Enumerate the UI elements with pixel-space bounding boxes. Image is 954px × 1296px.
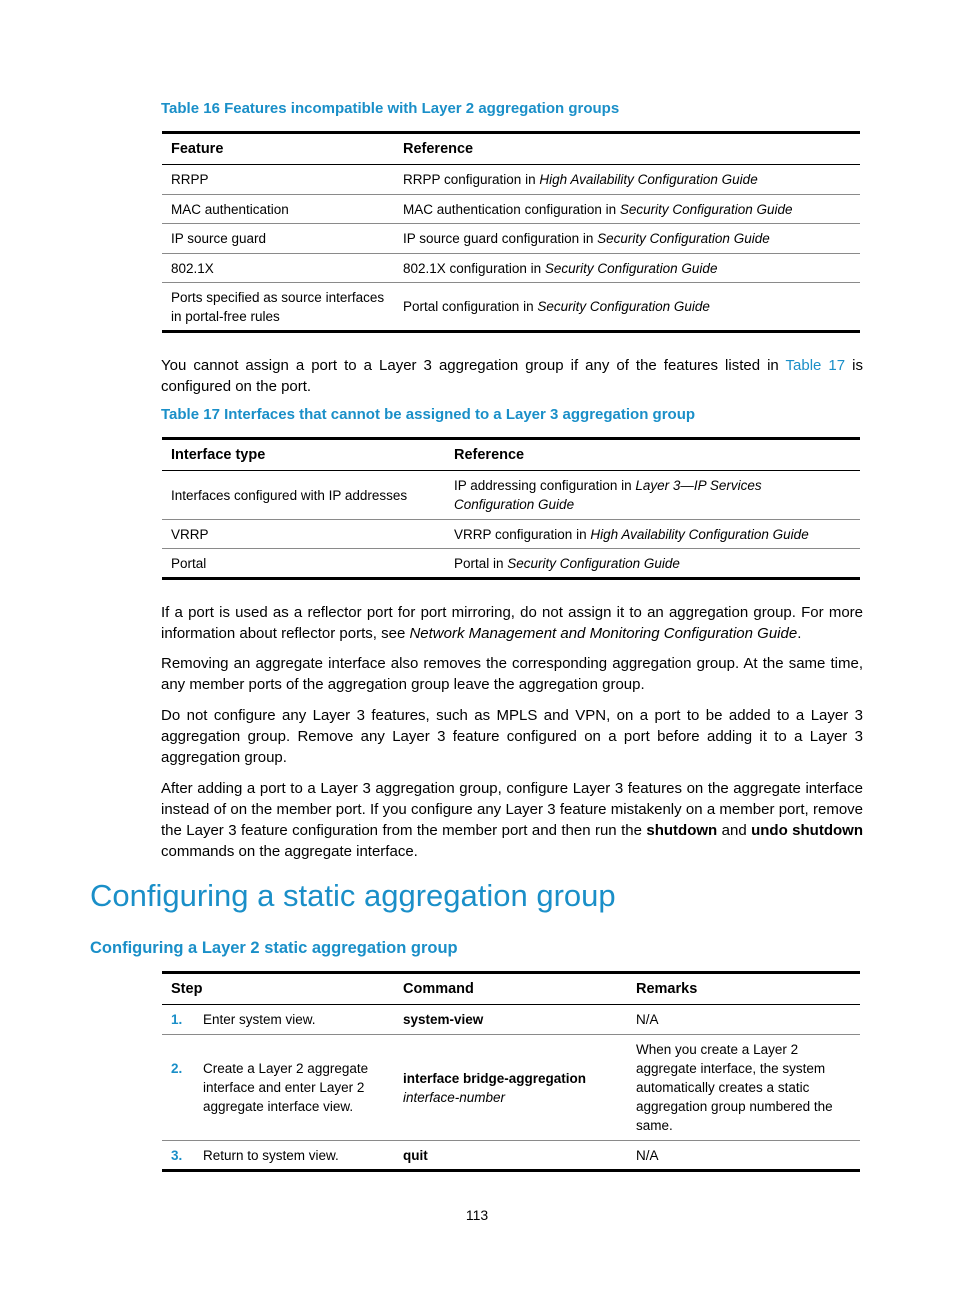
table-row <box>162 1035 860 1141</box>
reference-cell: Portal in Security Configuration Guide <box>445 549 860 579</box>
step-cell: 3. Return to system view. <box>162 1141 394 1171</box>
layer3-paragraph: You cannot assign a port to a Layer 3 aggregation group if any of the features listed in Table 17 is configured on the port. <box>161 357 863 395</box>
column-header: Remarks <box>627 973 860 1005</box>
table-row <box>162 520 860 549</box>
table-row <box>162 471 860 520</box>
table-row <box>162 195 860 224</box>
reference-cell: IP source guard configuration in Security Configuration Guide <box>394 224 860 254</box>
column-header: Step <box>162 973 394 1005</box>
table-row <box>162 1005 860 1035</box>
table-16 <box>162 131 860 333</box>
subsection-heading: Configuring a Layer 2 static aggregation group <box>90 939 458 957</box>
step-number: 1. <box>171 1012 183 1027</box>
table-row <box>162 224 860 254</box>
interface-type-cell: Interfaces configured with IP addresses <box>162 471 445 520</box>
reference-cell: Portal configuration in Security Configuration Guide <box>394 283 860 332</box>
steps-table <box>162 971 860 1172</box>
step-number: 2. <box>171 1061 183 1076</box>
table-row <box>162 254 860 283</box>
reflector-paragraph: If a port is used as a reflector port for port mirroring, do not assign it to an aggregation group. For more information about reflector ports, see Network Management and Monitoring Configuration Guide. <box>161 604 863 642</box>
table-17-link[interactable]: Table 17 <box>785 357 846 374</box>
step-cell: 2. Create a Layer 2 aggregate interface and enter Layer 2 aggregate interface view. <box>162 1035 394 1141</box>
feature-cell: IP source guard <box>162 224 394 254</box>
column-header: Command <box>394 973 627 1005</box>
reference-cell: MAC authentication configuration in Security Configuration Guide <box>394 195 860 224</box>
feature-cell: 802.1X <box>162 254 394 283</box>
table-row <box>162 549 860 579</box>
column-header: Interface type <box>162 439 445 471</box>
table-16-caption: Table 16 Features incompatible with Layer 2 aggregation groups <box>161 100 620 117</box>
interface-type-cell: VRRP <box>162 520 445 549</box>
column-header: Reference <box>445 439 860 471</box>
interface-type-cell: Portal <box>162 549 445 579</box>
column-header: Reference <box>394 133 860 165</box>
after-adding-paragraph: After adding a port to a Layer 3 aggregation group, configure Layer 3 features on the aggregate interface instead of on the member port. If you configure any Layer 3 feature mistakenly on a member port, remove the Layer 3 feature configuration from the member port and then run the shutdown and undo shutdown commands on the aggregate interface. <box>161 780 863 860</box>
remarks-cell: N/A <box>627 1005 860 1035</box>
section-heading: Configuring a static aggregation group <box>90 878 616 913</box>
removing-paragraph: Removing an aggregate interface also removes the corresponding aggregation group. At the same time, any member ports of the aggregation group leave the aggregation group. <box>161 655 863 693</box>
command-cell: quit <box>394 1141 627 1171</box>
table-row <box>162 165 860 195</box>
reference-cell: IP addressing configuration in Layer 3—IP Services Configuration Guide <box>445 471 860 520</box>
no-config-paragraph: Do not configure any Layer 3 features, such as MPLS and VPN, on a port to be added to a Layer 3 aggregation group. Remove any Layer 3 feature configured on a port before adding it to a Layer 3 aggregation group. <box>161 707 863 766</box>
table-row <box>162 1141 860 1171</box>
feature-cell: MAC authentication <box>162 195 394 224</box>
reference-cell: 802.1X configuration in Security Configuration Guide <box>394 254 860 283</box>
reference-cell: VRRP configuration in High Availability Configuration Guide <box>445 520 860 549</box>
feature-cell: Ports specified as source interfaces in portal-free rules <box>162 283 394 332</box>
table-row <box>162 283 860 332</box>
table-17 <box>162 437 860 580</box>
command-cell: interface bridge-aggregation interface-number <box>394 1035 627 1141</box>
column-header: Feature <box>162 133 394 165</box>
reference-cell: RRPP configuration in High Availability Configuration Guide <box>394 165 860 195</box>
page-number: 113 <box>465 1207 489 1223</box>
remarks-cell: When you create a Layer 2 aggregate interface, the system automatically creates a static aggregation group numbered the same. <box>627 1035 860 1141</box>
feature-cell: RRPP <box>162 165 394 195</box>
step-number: 3. <box>171 1147 183 1163</box>
table-17-caption: Table 17 Interfaces that cannot be assigned to a Layer 3 aggregation group <box>161 406 696 423</box>
step-cell: 1. Enter system view. <box>162 1005 394 1035</box>
command-cell: system-view <box>394 1005 627 1035</box>
remarks-cell: N/A <box>627 1141 860 1171</box>
